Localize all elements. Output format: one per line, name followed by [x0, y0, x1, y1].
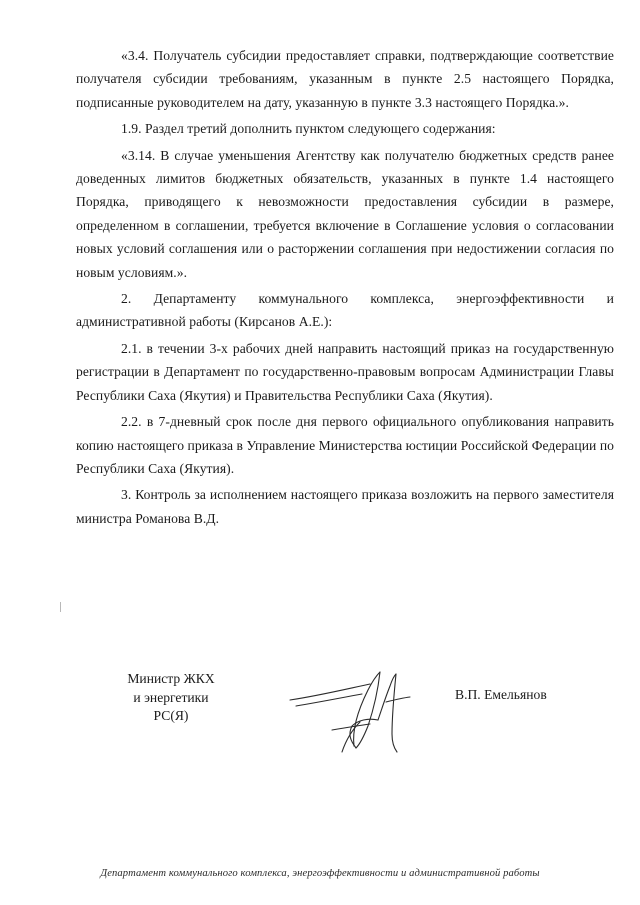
signatory-position-line: Министр ЖКХ: [127, 671, 215, 686]
paragraph-2-1: 2.1. в течении 3-х рабочих дней направить настоящий приказ на государственную регистрации в Департамент по государственно-правовым вопросам Администрации Главы Республики Саха (Якутия) и Правительства Республики Саха (Якутия).: [76, 340, 614, 403]
footer-department: Департамент коммунального комплекса, энергоэффективности и административной работы: [100, 868, 540, 879]
signatory-name: В.П. Емельянов: [455, 687, 547, 702]
signature-block: [0, 660, 640, 760]
signatory-position: [105, 670, 237, 726]
paragraph-1-9: 1.9. Раздел третий дополнить пунктом следующего содержания:: [121, 121, 496, 137]
paragraph-2-2: 2.2. в 7-дневный срок после дня первого официального опубликования направить копию настоящего приказа в Управление Министерства юстиции Российской Федерации по Республики Саха (Якутия).: [76, 414, 614, 476]
signatory-position-line: РС(Я): [153, 708, 189, 723]
document-body: [76, 44, 614, 533]
paragraph-3: 3. Контроль за исполнением настоящего приказа возложить на первого заместителя министра Романова В.Д.: [76, 487, 614, 526]
paragraph-3-14: «3.14. В случае уменьшения Агентству как получателю бюджетных средств ранее доведенных лимитов бюджетных обязательств, указанных в пункте 1.4 настоящего Порядка, приводящего к невозможности предоставления субсидии в размере, определенном в соглашении, требуется включение в Соглашение условия о согласовании новых условий соглашения или о расторжении соглашения при недостижении согласия по новым условиям.».: [76, 147, 614, 280]
signatory-position-line: и энергетики: [133, 689, 209, 705]
handwritten-signature: [282, 660, 422, 760]
paragraph-3-4: «3.4. Получатель субсидии предоставляет справки, подтверждающие соответствие получателя субсидии требованиям, указанным в пункте 2.5 настоящего Порядка, подписанные руководителем на дату, указанную в пункте 3.3 настоящего Порядка.».: [76, 48, 614, 110]
scan-artifact: [60, 602, 61, 612]
paragraph-2: 2. Департаменту коммунального комплекса, энергоэффективности и административной работы (Кирсанов А.Е.):: [76, 291, 614, 330]
